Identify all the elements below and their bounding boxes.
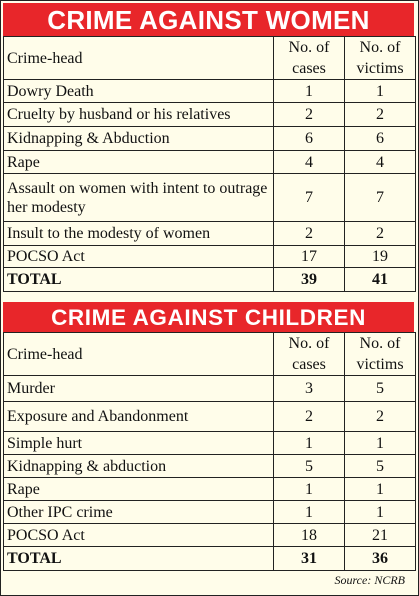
victims-cell: 4 (345, 151, 416, 174)
table-row (4, 222, 416, 246)
header-crime-head: Crime-head (4, 37, 274, 80)
victims-cell: 2 (345, 402, 416, 432)
cases-cell: 5 (274, 455, 345, 478)
table-row (4, 478, 416, 501)
crime-head-cell: POCSO Act (4, 524, 274, 547)
table-row (4, 80, 416, 103)
victims-cell: 1 (345, 501, 416, 524)
children-crime-table (3, 332, 416, 571)
table-row (4, 455, 416, 478)
cases-cell: 1 (274, 501, 345, 524)
cases-cell: 6 (274, 127, 345, 151)
table-total-row (4, 547, 416, 571)
crime-head-cell: Assault on women with intent to outrage her modesty (4, 174, 274, 222)
victims-cell: 1 (345, 80, 416, 103)
header-cases: No. of cases (274, 37, 345, 80)
victims-cell: 2 (345, 103, 416, 127)
crime-head-cell: POCSO Act (4, 246, 274, 268)
table-row (4, 524, 416, 547)
cases-cell: 17 (274, 246, 345, 268)
crime-head-cell: Murder (4, 376, 274, 402)
women-crime-table (3, 36, 416, 292)
victims-cell: 1 (345, 432, 416, 455)
total-cases: 39 (274, 268, 345, 292)
cases-cell: 7 (274, 174, 345, 222)
victims-cell: 19 (345, 246, 416, 268)
crime-head-cell: Insult to the modesty of women (4, 222, 274, 246)
women-section-title: CRIME AGAINST WOMEN (3, 3, 414, 36)
source-credit: Source: NCRB (334, 573, 405, 587)
table-row (4, 151, 416, 174)
cases-cell: 2 (274, 402, 345, 432)
total-label: TOTAL (4, 547, 274, 571)
total-victims: 36 (345, 547, 416, 571)
victims-cell: 5 (345, 455, 416, 478)
victims-cell: 5 (345, 376, 416, 402)
cases-cell: 18 (274, 524, 345, 547)
header-victims: No. of victims (345, 37, 416, 80)
table-row (4, 402, 416, 432)
cases-cell: 1 (274, 478, 345, 501)
crime-head-cell: Dowry Death (4, 80, 274, 103)
victims-cell: 2 (345, 222, 416, 246)
header-victims: No. of victims (345, 333, 416, 376)
table-header-row (4, 333, 416, 376)
crime-head-cell: Other IPC crime (4, 501, 274, 524)
cases-cell: 1 (274, 432, 345, 455)
table-row (4, 432, 416, 455)
total-label: TOTAL (4, 268, 274, 292)
children-section-title: CRIME AGAINST CHILDREN (3, 302, 414, 332)
crime-head-cell: Exposure and Abandonment (4, 402, 274, 432)
table-row (4, 103, 416, 127)
header-cases: No. of cases (274, 333, 345, 376)
cases-cell: 2 (274, 222, 345, 246)
header-crime-head: Crime-head (4, 333, 274, 376)
crime-head-cell: Cruelty by husband or his relatives (4, 103, 274, 127)
table-total-row (4, 268, 416, 292)
table-row (4, 376, 416, 402)
total-cases: 31 (274, 547, 345, 571)
table-row (4, 174, 416, 222)
crime-head-cell: Simple hurt (4, 432, 274, 455)
total-victims: 41 (345, 268, 416, 292)
cases-cell: 3 (274, 376, 345, 402)
cases-cell: 1 (274, 80, 345, 103)
victims-cell: 21 (345, 524, 416, 547)
cases-cell: 2 (274, 103, 345, 127)
table-row (4, 127, 416, 151)
crime-head-cell: Rape (4, 478, 274, 501)
table-row (4, 501, 416, 524)
table-row (4, 246, 416, 268)
victims-cell: 1 (345, 478, 416, 501)
victims-cell: 7 (345, 174, 416, 222)
crime-head-cell: Kidnapping & Abduction (4, 127, 274, 151)
crime-head-cell: Rape (4, 151, 274, 174)
crime-head-cell: Kidnapping & abduction (4, 455, 274, 478)
table-header-row (4, 37, 416, 80)
cases-cell: 4 (274, 151, 345, 174)
victims-cell: 6 (345, 127, 416, 151)
